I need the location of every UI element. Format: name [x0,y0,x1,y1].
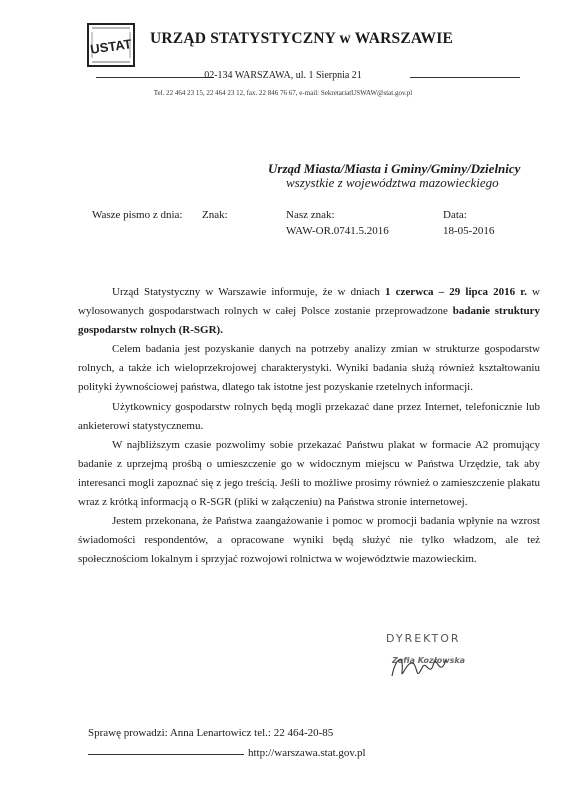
date-label: Data: [443,209,467,221]
letter-body [78,283,540,569]
logo-text: USTAT [89,36,133,57]
paragraph-4: W najbliższym czasie pozwolimy sobie przekazać Państwu plakat w formacie A2 promujący badanie z uprzejmą prośbą o umieszczenie go w widocznym miejscu w Państwa Urzędzie, tak aby interesanci mogli zapoznać się z jego treścią. Jeśli to możliwe prosimy również o zamieszczenie plakatu wraz z krótką informacją o R-SGR (pliki w załączeniu) na Państwa stronie internetowej. [78,438,540,509]
recipient-line-1: Urząd Miasta/Miasta i Gminy/Gminy/Dzielnicy [268,161,521,176]
paragraph-2: Celem badania jest pozyskanie danych na potrzeby analizy zmian w strukturze gospodarstw rolnych, a także ich wieloprzekrojowej charakterystyki. Wyniki badania służą również kształtowaniu polityki żywnościowej państwa, dlatego tak istotne jest pozyskanie rzetelnych informacji. [78,343,540,394]
signature-name: Zofia Kozłowska [392,656,466,665]
ustat-logo [86,22,136,68]
recipient-line-2: wszystkie z województwa mazowieckiego [286,175,499,190]
p1-dates: 1 czerwca – 29 lipca 2016 r. [385,286,527,298]
contact-info: Tel. 22 464 23 15, 22 464 23 12, fax. 22 846 76 67, e-mail: SekretariatUSWAW@stat.gov.pl [153,89,413,97]
p1-text-c: w wylosowanych gospodarstwach rolnych w całej Polsce zostanie przeprowadzone [78,286,540,318]
website-url[interactable]: http://warszawa.stat.gov.pl [248,747,366,759]
organization-name: URZĄD STATYSTYCZNY w WARSZAWIE [150,30,454,47]
date-value: 18-05-2016 [443,225,495,237]
p1-text-a: Urząd Statystyczny w Warszawie informuje, że w dniach [112,286,386,298]
our-sign-value: WAW-OR.0741.5.2016 [286,225,389,237]
handwritten-signature [386,650,456,686]
sign-label: Znak: [202,209,228,221]
our-sign-label: Nasz znak: [286,209,335,221]
paragraph-1 [78,283,540,340]
address-rule-right [410,77,520,78]
paragraph-3: Użytkownicy gospodarstw rolnych będą mogli przekazać dane przez Internet, telefonicznie lub ankieterowi statystycznemu. [78,400,540,432]
footer-rule [88,754,244,755]
your-letter-label: Wasze pismo z dnia: [92,209,183,221]
paragraph-5: Jestem przekonana, że Państwa zaangażowanie i pomoc w promocji badania wpłynie na wzrost świadomości respondentów, a opracowane wyniki będą służyć nie tylko władzom, ale też społecznościom lokalnym i sprzyjać rozwojowi rolnictwa w województwie mazowieckim. [78,515,540,566]
p1-survey-name: badanie struktury gospodarstw rolnych (R-SGR). [78,305,540,337]
signature-title: DYREKTOR [386,632,461,645]
address: 02-134 WARSZAWA, ul. 1 Sierpnia 21 [204,70,362,81]
prepared-by: Sprawę prowadzi: Anna Lenartowicz tel.: 22 464-20-85 [88,727,334,739]
